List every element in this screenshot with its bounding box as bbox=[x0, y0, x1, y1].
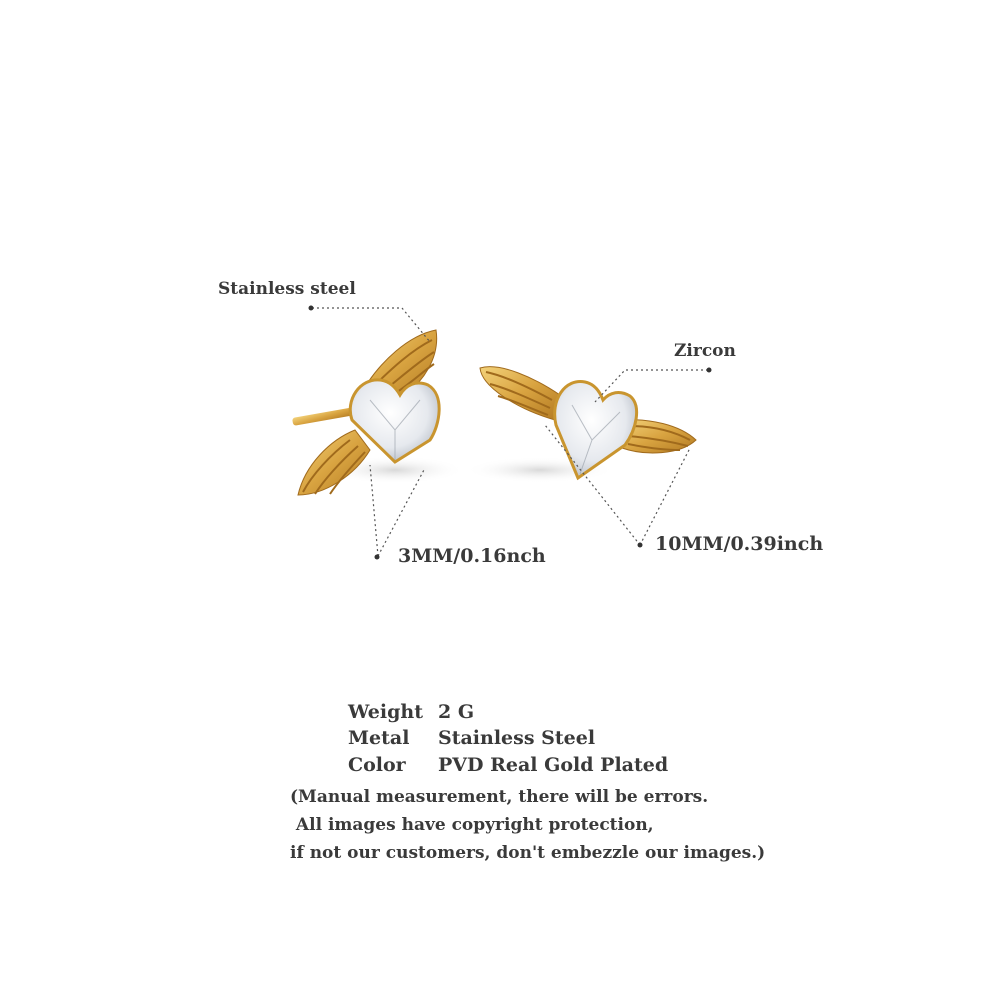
spec-row-color bbox=[348, 754, 668, 776]
spec-key: Metal bbox=[348, 727, 410, 749]
spec-key: Weight bbox=[348, 701, 423, 723]
callout-material: Stainless steel bbox=[218, 279, 356, 299]
callout-thickness: 3MM/0.16nch bbox=[398, 545, 546, 567]
spec-key: Color bbox=[348, 754, 406, 776]
callout-stone: Zircon bbox=[674, 341, 736, 361]
spec-value: 2 G bbox=[438, 701, 475, 723]
note-line-2: All images have copyright protection, bbox=[290, 815, 654, 835]
spec-row-weight bbox=[348, 701, 474, 723]
left-earring bbox=[292, 330, 465, 495]
spec-value: PVD Real Gold Plated bbox=[438, 754, 669, 776]
right-earring bbox=[465, 367, 696, 483]
spec-value: Stainless Steel bbox=[438, 727, 596, 749]
note-line-1: (Manual measurement, there will be errors. bbox=[290, 787, 709, 807]
callout-width: 10MM/0.39inch bbox=[655, 533, 824, 555]
spec-row-metal bbox=[348, 727, 595, 749]
note-line-3: if not our customers, don't embezzle our images.) bbox=[290, 843, 766, 863]
